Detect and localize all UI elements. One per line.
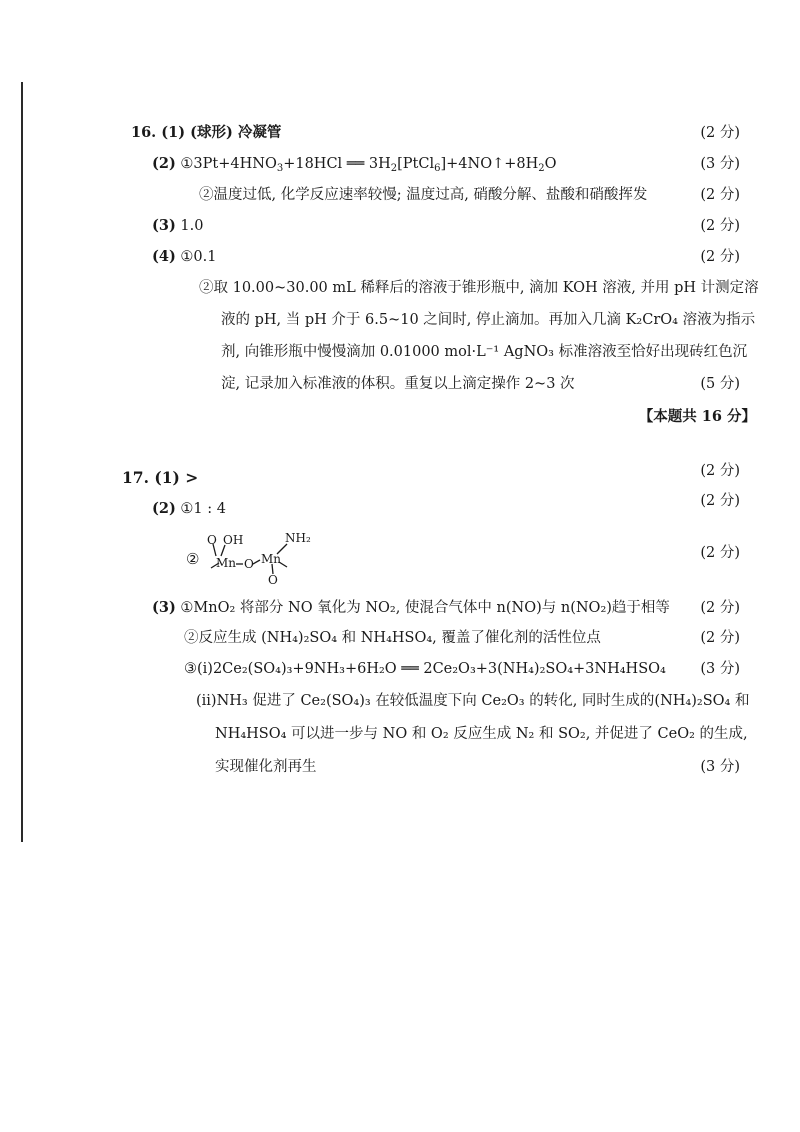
eq-sub: 3	[276, 163, 284, 174]
q16-part2b: ②温度过低, 化学反应速率较慢; 温度过高, 硝酸分解、盐酸和硝酸挥发	[199, 187, 648, 203]
q17-part2b-num: ②	[186, 550, 200, 568]
q16-part4b-line2: 液的 pH, 当 pH 介于 6.5~10 之间时, 停止滴加。再加入几滴 K₂CrO₄ 溶液为指示	[221, 312, 756, 328]
atom-mn2: Mn	[261, 552, 282, 566]
q16-part4b-line3: 剂, 向锥形瓶中慢慢滴加 0.01000 mol·L⁻¹ AgNO₃ 标准溶液至恰好出现砖红色沉	[221, 344, 748, 360]
eq-term: ]+4NO↑+8H	[440, 156, 539, 172]
q17-part3d-line2: NH₄HSO₄ 可以进一步与 NO 和 O₂ 反应生成 N₂ 和 SO₂, 并促进了 CeO₂ 的生成,	[215, 726, 748, 742]
q16-part2b-score: (2 分)	[700, 187, 740, 203]
left-border-line	[21, 82, 23, 842]
atom-oh: OH	[223, 533, 244, 547]
q16-part2a	[152, 157, 557, 172]
q16-part3-score: (2 分)	[700, 218, 740, 234]
q16-part4a-score: (2 分)	[700, 249, 740, 265]
q16-part4b-line4: 淀, 记录加入标准液的体积。重复以上滴定操作 2~3 次	[221, 376, 575, 392]
q16-part4a-answer: ①0.1	[180, 249, 217, 265]
q17-part3a-score: (2 分)	[700, 600, 740, 616]
q17-part2a-answer: ①1 : 4	[180, 501, 226, 517]
q16-part4b-score: (5 分)	[700, 376, 740, 392]
q16-part4-label: (4)	[152, 248, 176, 265]
atom-nh2: NH₂	[285, 532, 311, 545]
q17-part2b-score: (2 分)	[700, 545, 740, 561]
atom-o-bridge: O	[244, 557, 254, 571]
q17-part1-label: 17. (1)	[122, 468, 180, 487]
q16-part3-answer: 1.0	[180, 218, 204, 234]
q17-part1-score: (2 分)	[700, 463, 740, 479]
q16-part1-answer: (球形) 冷凝管	[190, 124, 282, 141]
q17-part1-answer: >	[185, 468, 199, 487]
eq-term: 3Pt+4HNO	[193, 156, 277, 172]
eq-term: 3H	[368, 156, 391, 172]
q17-part3c: ③(i)2Ce₂(SO₄)₃+9NH₃+6H₂O ══ 2Ce₂O₃+3(NH₄)₂SO₄+3NH₄HSO₄	[184, 661, 666, 677]
eq-sub: 2	[390, 163, 398, 174]
mn-structure-diagram	[183, 532, 313, 590]
q16-part2a-num: ①	[180, 156, 194, 172]
q17-part3c-score: (3 分)	[700, 661, 740, 677]
q17-part3d-line3: 实现催化剂再生	[215, 759, 317, 775]
mn-structure-svg	[183, 532, 313, 586]
eq-arrow: ══	[346, 156, 365, 172]
q17-part2-label: (2)	[152, 500, 176, 517]
q16-part4a	[152, 250, 216, 265]
q16-part4b-line1: ②取 10.00~30.00 mL 稀释后的溶液于锥形瓶中, 滴加 KOH 溶液, 并用 pH 计测定溶	[199, 280, 759, 296]
q17-part3d-score: (3 分)	[700, 759, 740, 775]
atom-o-bottom: O	[268, 573, 278, 586]
q17-part3-label: (3)	[152, 599, 176, 616]
q17-part2a-score: (2 分)	[700, 493, 740, 509]
q17-part3b: ②反应生成 (NH₄)₂SO₄ 和 NH₄HSO₄, 覆盖了催化剂的活性位点	[184, 630, 601, 646]
q17-part3d-line1: (ii)NH₃ 促进了 Ce₂(SO₄)₃ 在较低温度下向 Ce₂O₃ 的转化, 同时生成的(NH₄)₂SO₄ 和	[196, 693, 750, 709]
eq-sub: 6	[434, 163, 441, 174]
q17-part2a	[152, 502, 226, 517]
q17-part3b-score: (2 分)	[700, 630, 740, 646]
q16-part1-score: (2 分)	[700, 125, 740, 141]
eq-sub: 2	[538, 163, 545, 174]
eq-term: +18HCl	[283, 156, 343, 172]
eq-term: [PtCl	[397, 156, 435, 172]
q16-part1-label: 16. (1)	[131, 124, 186, 141]
bond-o-mn2	[253, 560, 260, 564]
q17-part3a-answer: ①MnO₂ 将部分 NO 氧化为 NO₂, 使混合气体中 n(NO)与 n(NO₂)趋于相等	[180, 600, 670, 616]
q16-part2a-score: (3 分)	[700, 156, 740, 172]
q17-part3a	[152, 601, 670, 616]
atom-mn1: Mn	[216, 556, 237, 570]
q16-part3	[152, 219, 203, 234]
q17-part1	[122, 470, 198, 486]
q16-part3-label: (3)	[152, 217, 176, 234]
q16-part2-label: (2)	[152, 155, 176, 172]
q16-total-score: 【本题共 16 分】	[638, 408, 756, 425]
q16-part1	[131, 126, 281, 141]
eq-term: O	[544, 156, 557, 172]
atom-o-top: O	[207, 533, 217, 547]
